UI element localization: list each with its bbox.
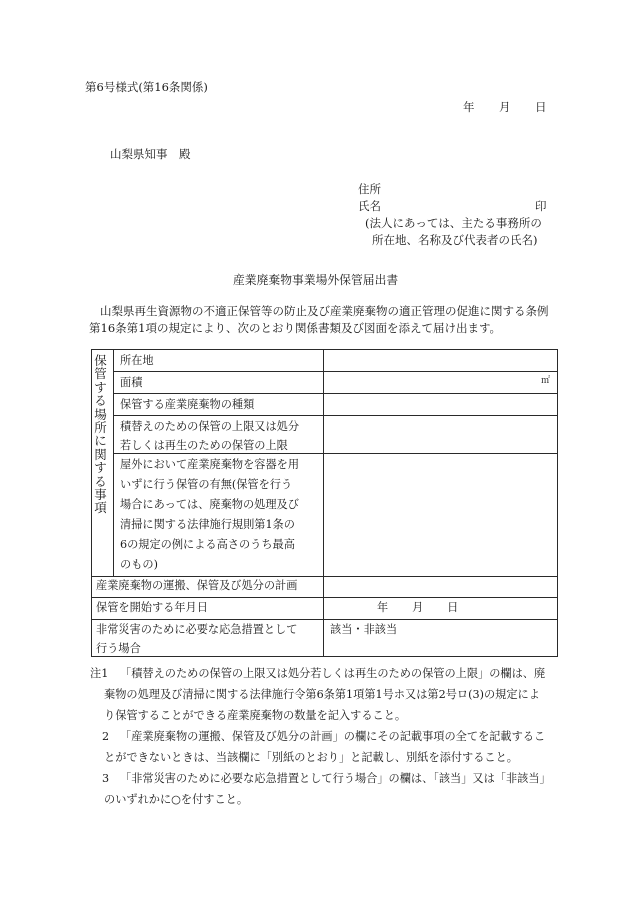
emergency-value: 該当・非該当 bbox=[330, 623, 398, 636]
row-label-outdoor-line5: 6の規定の例による高さのうち最高 bbox=[120, 538, 295, 551]
note-1-line1 bbox=[90, 663, 564, 684]
corporation-note-line1: (法人にあっては、主たる事務所の bbox=[365, 216, 542, 230]
note-3-number: 3 bbox=[102, 772, 110, 785]
row-label-outdoor-line2: いずに行う保管の有無(保管を行う bbox=[120, 478, 293, 491]
group-label-char: 保 bbox=[94, 353, 107, 368]
group-label-char: に bbox=[94, 433, 107, 449]
group-label-char: る bbox=[94, 393, 107, 409]
group-label-char: 所 bbox=[94, 420, 107, 436]
group-label-char: す bbox=[94, 460, 107, 476]
intro-line2: 第16条第1項の規定により、次のとおり関係書類及び図面を添えて届け出ます。 bbox=[89, 321, 502, 335]
area-unit: ㎡ bbox=[541, 376, 551, 386]
group-label-char: 管 bbox=[94, 366, 107, 382]
storage-site-group-label bbox=[94, 354, 107, 515]
row-label-outdoor-line1: 屋外において産業廃棄物を容器を用 bbox=[120, 458, 300, 471]
group-label-char: 事 bbox=[94, 487, 107, 503]
row-label-outdoor-line4: 清掃に関する法律施行規則第1条の bbox=[120, 518, 295, 531]
row-label-storage-limit-line2: 若しくは再生のための保管の上限 bbox=[120, 439, 288, 452]
note-2-number: 2 bbox=[102, 730, 110, 743]
group-label-char: る bbox=[94, 473, 107, 489]
start-date-value: 年 月 日 bbox=[377, 601, 459, 614]
group-label-char: 項 bbox=[94, 500, 107, 516]
row-label-plan: 産業廃棄物の運搬、保管及び処分の計画 bbox=[96, 579, 298, 592]
row-label-location: 所在地 bbox=[120, 354, 154, 367]
intro-line1: 山梨県再生資源物の不適正保管等の防止及び産業廃棄物の適正管理の促進に関する条例 bbox=[100, 304, 549, 318]
group-label-char: 場 bbox=[94, 406, 107, 422]
row-label-outdoor-line3: 場合にあっては、廃棄物の処理及び bbox=[120, 498, 299, 511]
note-1-line2: 棄物の処理及び清掃に関する法律施行令第6条第1項第1号ホ又は第2号ロ(3)の規定によ bbox=[104, 688, 540, 701]
note-3-line1 bbox=[94, 768, 564, 789]
row-label-start-date: 保管を開始する年月日 bbox=[96, 601, 208, 614]
note-2-text: 「産業廃棄物の運搬、保管及び処分の計画」の欄にその記載事項の全てを記載するこ bbox=[120, 730, 546, 743]
notes-section bbox=[90, 663, 564, 810]
form-number: 第6号様式(第16条関係) bbox=[85, 80, 208, 94]
row-label-storage-limit-line1: 積替えのための保管の上限又は処分 bbox=[120, 420, 300, 433]
group-label-char: す bbox=[94, 379, 107, 395]
corporation-note-line2: 所在地、名称及び代表者の氏名) bbox=[372, 233, 538, 247]
note-3-line2: のいずれかに○を付すこと。 bbox=[104, 793, 249, 806]
seal-mark: 印 bbox=[535, 199, 547, 213]
note-2-line1 bbox=[94, 726, 564, 747]
note-1-line3: り保管することができる産業廃棄物の数量を記入すること。 bbox=[104, 709, 407, 722]
note-2-line2: とができないときは、当該欄に「別紙のとおり」と記載し、別紙を添付すること。 bbox=[104, 751, 518, 764]
note-1-text: 「積替えのための保管の上限又は処分若しくは再生のための保管の上限」の欄は、廃 bbox=[120, 667, 546, 680]
row-label-emergency-line2: 行う場合 bbox=[96, 642, 141, 655]
document-title: 産業廃棄物事業場外保管届出書 bbox=[233, 273, 399, 287]
note-3-text: 「非常災害のために必要な応急措置として行う場合」の欄は、「該当」又は「非該当」 bbox=[120, 772, 551, 785]
address-label: 住所 bbox=[358, 182, 381, 196]
addressee: 山梨県知事 殿 bbox=[110, 147, 191, 161]
submission-date: 年 月 日 bbox=[463, 100, 547, 114]
row-label-emergency-line1: 非常災害のために必要な応急措置として bbox=[96, 623, 298, 636]
row-label-waste-type: 保管する産業廃棄物の種類 bbox=[120, 398, 255, 411]
row-label-outdoor-line6: のもの) bbox=[120, 558, 158, 571]
row-label-area: 面積 bbox=[120, 376, 143, 389]
group-label-char: 関 bbox=[94, 446, 107, 462]
name-label: 氏名 bbox=[358, 199, 381, 213]
note-1-number: 注1 bbox=[90, 667, 109, 680]
